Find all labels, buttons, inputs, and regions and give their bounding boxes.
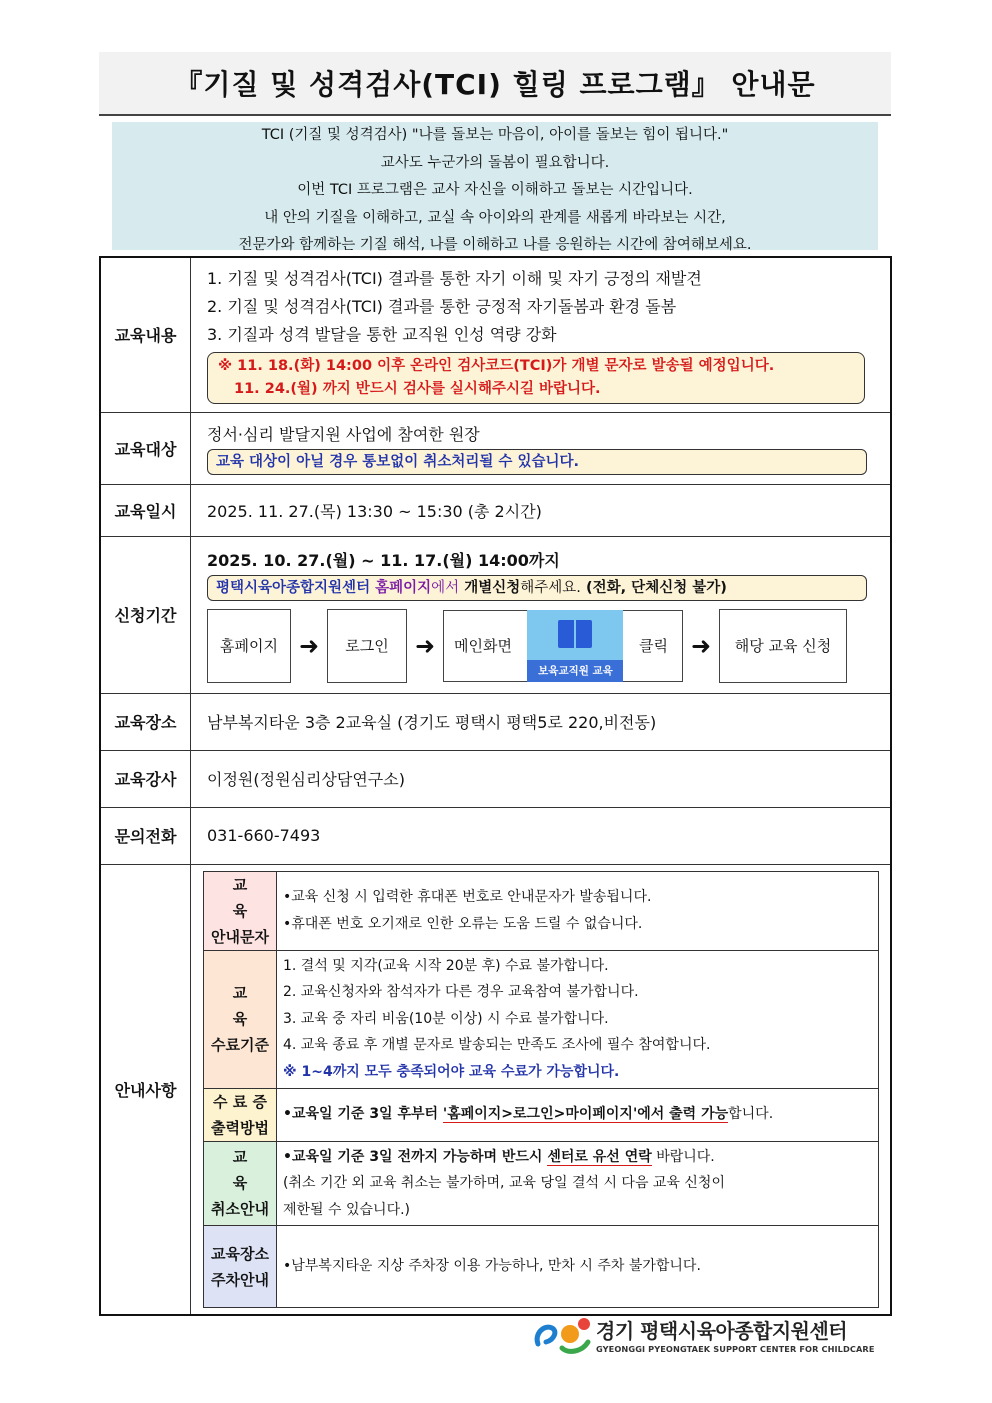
label-line: 취소안내 — [211, 1200, 269, 1219]
guide-line: •남부복지타운 지상 주차장 이용 가능하나, 만차 시 주차 불가합니다. — [283, 1258, 701, 1275]
phone-text: 031-660-7493 — [191, 807, 892, 864]
staff-education-banner — [527, 610, 623, 682]
guide-label — [204, 1141, 277, 1226]
row-guide-cell — [191, 864, 892, 1315]
guide-label — [204, 950, 277, 1088]
row-target — [100, 412, 891, 484]
guide-line: •교육 신청 시 입력한 휴대폰 번호로 안내문자가 발송됩니다. — [283, 889, 652, 905]
guide-line: •휴대폰 번호 오기재로 인한 오류는 도움 드릴 수 없습니다. — [283, 915, 643, 932]
banner-label: 보육교직원 교육 — [527, 660, 623, 682]
intro-line: 전문가와 함께하는 기질 해석, 나를 이해하고 나를 응원하는 시간에 참여해보세요. — [238, 237, 752, 253]
center-name: 평택시육아종합지원센터 — [216, 579, 371, 596]
row-phone — [100, 807, 891, 864]
arrow-right-icon: ➜ — [690, 631, 712, 660]
guide-certificate — [204, 1088, 879, 1141]
step-homepage: 홈페이지 — [207, 609, 291, 683]
apply-restriction: (전화, 단체신청 불가) — [585, 579, 727, 596]
logo-mark-icon — [532, 1312, 596, 1356]
row-label: 교육내용 — [100, 257, 191, 412]
row-apply-cell — [191, 536, 892, 693]
content-item: 1. 기질 및 성격검사(TCI) 결과를 통한 자기 이해 및 자기 긍정의 재발견 — [207, 269, 702, 289]
label-line: 교 육 — [232, 984, 266, 1028]
center-logo — [532, 1312, 875, 1356]
arrow-right-icon: ➜ — [414, 631, 436, 660]
guide-text — [277, 950, 879, 1088]
apply-notice — [207, 575, 867, 601]
row-lecturer — [100, 750, 891, 807]
guide-line — [283, 1144, 872, 1171]
intro-box — [112, 122, 878, 253]
row-guide — [100, 864, 891, 1315]
step-login: 로그인 — [327, 609, 407, 683]
content-item: 2. 기질 및 성격검사(TCI) 결과를 통한 긍정적 자기돌봄과 환경 돌봄 — [207, 297, 677, 317]
row-label: 신청기간 — [100, 536, 191, 693]
info-table — [99, 256, 892, 1316]
row-label: 교육일시 — [100, 484, 191, 536]
step-click-label: 클릭 — [639, 637, 668, 655]
target-notice: 교육 대상이 아닐 경우 통보없이 취소처리될 수 있습니다. — [207, 449, 867, 475]
row-target-cell — [191, 412, 892, 484]
label-line: 주차안내 — [211, 1270, 269, 1289]
individual-apply: 개별신청 — [464, 579, 521, 596]
lecturer-text: 이정원(정원심리상담연구소) — [191, 750, 892, 807]
label-line: 출력방법 — [211, 1118, 269, 1137]
datetime-text: 2025. 11. 27.(목) 13:30 ~ 15:30 (총 2시간) — [191, 484, 892, 536]
guide-label — [204, 1226, 277, 1308]
row-content-cell — [191, 257, 892, 412]
row-label: 안내사항 — [100, 864, 191, 1315]
notice-text: 해주세요. — [520, 579, 581, 596]
guide-line: 4. 교육 종료 후 개별 문자로 발송되는 만족도 조사에 필수 참여합니다. — [283, 1037, 711, 1054]
guide-line: 2. 교육신청자와 참석자가 다른 경우 교육참여 불가합니다. — [283, 984, 639, 1001]
guide-label — [204, 1088, 277, 1141]
step-apply: 해당 교육 신청 — [719, 609, 847, 683]
row-label: 교육강사 — [100, 750, 191, 807]
notice-line: 11. 24.(월) 까지 반드시 검사를 실시해주시길 바랍니다. — [234, 381, 601, 398]
row-label: 교육대상 — [100, 412, 191, 484]
apply-period: 2025. 10. 27.(월) ~ 11. 17.(월) 14:00까지 — [207, 550, 560, 570]
row-place — [100, 693, 891, 750]
target-text: 정서·심리 발달지원 사업에 참여한 원장 — [207, 425, 480, 444]
intro-line: 내 안의 기질을 이해하고, 교실 속 아이와의 관계를 새롭게 바라보는 시간, — [264, 209, 726, 226]
guide-sms — [204, 871, 879, 950]
text-part: 합니다. — [728, 1106, 774, 1123]
intro-line: 교사도 누군가의 돌봄이 필요합니다. — [380, 154, 610, 171]
guide-line: ※ 1~4까지 모두 충족되어야 교육 수료가 가능합니다. — [283, 1063, 620, 1080]
row-label: 교육장소 — [100, 693, 191, 750]
notice-line: ※ 11. 18.(화) 14:00 이후 온라인 검사코드(TCI)가 개별 문자로 발송될 예정입니다. — [218, 358, 775, 375]
guide-text — [277, 1226, 879, 1308]
label-line: 안내문자 — [211, 927, 269, 946]
row-apply — [100, 536, 891, 693]
row-label: 문의전화 — [100, 807, 191, 864]
label-line: 교 육 — [232, 875, 266, 920]
row-content — [100, 257, 891, 412]
label-line: 교육장소 — [211, 1244, 269, 1263]
intro-line: TCI (기질 및 성격검사) "나를 돌보는 마음이, 아이를 돌보는 힘이 됩니다." — [261, 127, 729, 143]
text-part: •교육일 기준 3일 후부터 — [283, 1106, 443, 1123]
page-title: 『기질 및 성격검사(TCI) 힐링 프로그램』 안내문 — [174, 68, 816, 101]
row-datetime — [100, 484, 891, 536]
guide-line: 1. 결석 및 지각(교육 시작 20분 후) 수료 불가합니다. — [283, 957, 609, 974]
homepage-text: 홈페이지 — [375, 579, 432, 596]
guide-text — [277, 871, 879, 950]
place-text: 남부복지타운 3층 2교육실 (경기도 평택시 평택5로 220,비전동) — [191, 693, 892, 750]
org-name-en: GYEONGGI PYEONGTAEK SUPPORT CENTER FOR CHILDCARE — [596, 1343, 875, 1354]
text-part: •교육일 기준 3일 전까지 가능하며 반드시 — [283, 1148, 548, 1165]
guide-text — [277, 1141, 879, 1226]
label-line: 수료기준 — [211, 1036, 269, 1054]
guide-parking — [204, 1226, 879, 1308]
guide-line: (취소 기간 외 교육 취소는 불가하며, 교육 당일 결석 시 다음 교육 신청이 — [283, 1175, 725, 1191]
text-part: 센터로 유선 연락 — [547, 1148, 652, 1165]
book-icon — [558, 620, 592, 650]
step-main-screen — [443, 610, 683, 682]
arrow-right-icon: ➜ — [298, 631, 320, 660]
guide-completion — [204, 950, 879, 1088]
guide-line: 제한될 수 있습니다.) — [283, 1201, 411, 1218]
label-line: 교 육 — [232, 1148, 266, 1193]
label-line: 수 료 증 — [213, 1092, 267, 1111]
guide-text — [277, 1088, 879, 1141]
text-part: 바랍니다. — [651, 1148, 715, 1165]
org-name-ko: 경기 평택시육아종합지원센터 — [596, 1318, 848, 1343]
guide-table — [203, 871, 879, 1309]
guide-line — [283, 1101, 872, 1128]
text-part: '홈페이지>로그인>마이페이지'에서 출력 가능 — [442, 1106, 729, 1123]
test-code-notice — [207, 352, 865, 404]
logo-text — [596, 1315, 875, 1354]
guide-line: 3. 교육 중 자리 비움(10분 이상) 시 수료 불가합니다. — [283, 1010, 609, 1027]
content-item: 3. 기질과 성격 발달을 통한 교직원 인성 역량 강화 — [207, 325, 557, 345]
apply-steps — [207, 609, 876, 683]
intro-line: 이번 TCI 프로그램은 교사 자신을 이해하고 돌보는 시간입니다. — [297, 182, 693, 198]
title-banner — [99, 52, 891, 116]
step-main-label: 메인화면 — [454, 637, 512, 655]
guide-cancel — [204, 1141, 879, 1226]
notice-text: 에서 — [431, 579, 460, 596]
guide-label — [204, 871, 277, 950]
